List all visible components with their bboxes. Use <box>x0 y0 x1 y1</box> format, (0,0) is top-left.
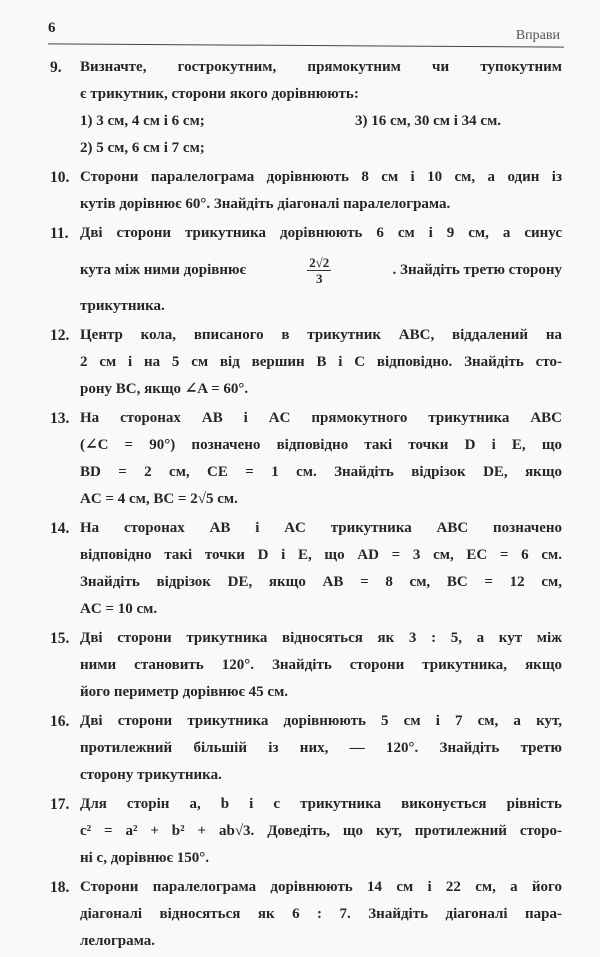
problem-12 <box>50 322 562 403</box>
fraction-line-after: . Знайдіть третю сторону <box>392 261 562 278</box>
problem-line: Для сторін a, b і c трикутника виконується рівність <box>80 796 562 812</box>
problem-line: сторону трикутника. <box>80 767 222 783</box>
problem-line: BD = 2 см, CE = 1 см. Знайдіть відрізок DE, якщо <box>80 464 562 480</box>
problem-17 <box>50 791 562 872</box>
problem-number: 18. <box>50 879 70 896</box>
problem-9 <box>50 54 562 162</box>
problem-line: Сторони паралелограма дорівнюють 14 см і 22 см, а його <box>80 879 562 895</box>
problem-line: його периметр дорівнює 45 см. <box>80 684 289 700</box>
answer-options <box>80 108 562 162</box>
problem-16 <box>50 708 562 789</box>
problem-line-with-fraction <box>80 249 562 291</box>
problem-line: Знайдіть відрізок DE, якщо AB = 8 см, BC = 12 см, <box>80 574 562 590</box>
problem-13 <box>50 405 562 513</box>
problem-line: (∠C = 90°) позначено відповідно такі точки D і E, що <box>80 437 562 453</box>
problem-line: Сторони паралелограма дорівнюють 8 см і 10 см, а один із <box>80 169 562 185</box>
problem-number: 17. <box>50 796 70 813</box>
exercise-list <box>50 54 562 957</box>
problem-line: є трикутник, сторони якого дорівнюють: <box>80 86 359 102</box>
page-number: 6 <box>48 20 56 36</box>
section-title: Вправи <box>515 28 560 43</box>
option-3: 3) 16 см, 30 см і 34 см. <box>355 113 502 129</box>
problem-line: лелограма. <box>80 933 156 949</box>
option-1: 1) 3 см, 4 см і 6 см; <box>80 113 205 129</box>
problem-11 <box>50 220 562 320</box>
option-2: 2) 5 см, 6 см і 7 см; <box>80 140 205 156</box>
problem-number: 14. <box>50 520 70 537</box>
problem-line: ними становить 120°. Знайдіть сторони трикутника, якщо <box>80 657 562 673</box>
header-rule <box>48 43 564 47</box>
problem-line: 2 см і на 5 см від вершин B і C відповідно. Знайдіть сто- <box>80 354 562 370</box>
problem-number: 12. <box>50 327 70 344</box>
fraction-denominator: 3 <box>315 270 323 286</box>
problem-line: На сторонах AB і AC прямокутного трикутника ABC <box>80 410 562 426</box>
problem-number: 16. <box>50 713 70 730</box>
fraction-line-before: кута між ними дорівнює <box>80 261 246 278</box>
problem-line: діагоналі відносяться як 6 : 7. Знайдіть діагоналі пара- <box>80 906 562 922</box>
problem-line: кутів дорівнює 60°. Знайдіть діагоналі паралелограма. <box>80 196 451 212</box>
problem-15 <box>50 625 562 706</box>
problem-line: На сторонах AB і AC трикутника ABC позначено <box>80 520 562 536</box>
problem-line: рону BC, якщо ∠A = 60°. <box>80 381 249 397</box>
problem-line: AC = 10 см. <box>80 601 158 617</box>
problem-number: 10. <box>50 169 70 186</box>
problem-18 <box>50 874 562 955</box>
problem-line: AC = 4 см, BC = 2√5 см. <box>80 491 238 507</box>
problem-10 <box>50 164 562 218</box>
problem-line: ні c, дорівнює 150°. <box>80 850 210 866</box>
problem-number: 9. <box>50 59 62 76</box>
problem-line: відповідно такі точки D і E, що AD = 3 см, EC = 6 см. <box>80 547 562 563</box>
problem-number: 15. <box>50 630 70 647</box>
problem-number: 13. <box>50 410 70 427</box>
problem-14 <box>50 515 562 623</box>
problem-line: c² = a² + b² + ab√3. Доведіть, що кут, протилежний сторо- <box>80 823 562 839</box>
problem-line: Дві сторони трикутника дорівнюють 5 см і 7 см, а кут, <box>80 713 562 729</box>
problem-line: Центр кола, вписаного в трикутник ABC, віддалений на <box>80 327 562 343</box>
fraction-numerator: 2√2 <box>309 254 330 270</box>
problem-line: Визначте, гострокутним, прямокутним чи тупокутним <box>80 59 562 75</box>
problem-number: 11. <box>50 225 69 242</box>
problem-line: протилежний більшій із них, — 120°. Знайдіть третю <box>80 740 562 756</box>
problem-line: Дві сторони трикутника відносяться як 3 : 5, а кут між <box>80 630 562 646</box>
problem-line: трикутника. <box>80 298 165 314</box>
fraction <box>307 255 331 286</box>
problem-line: Дві сторони трикутника дорівнюють 6 см і 9 см, а синус <box>80 225 562 241</box>
